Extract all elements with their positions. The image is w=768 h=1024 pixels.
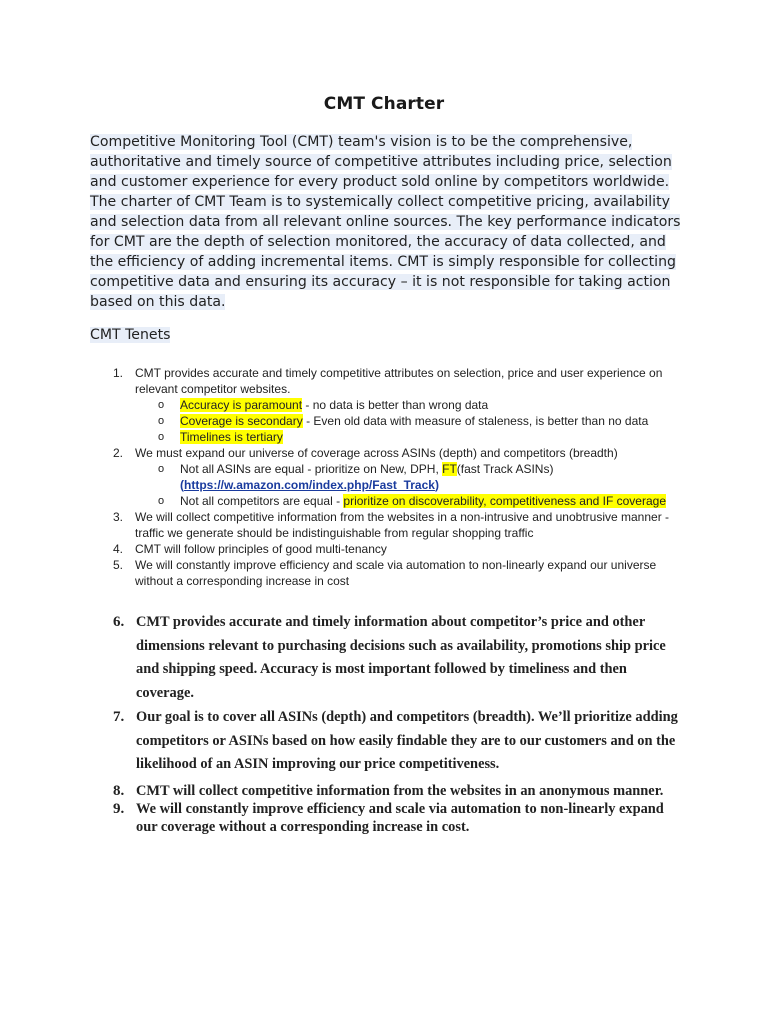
highlighted-text: Coverage is secondary — [180, 414, 303, 428]
list-item-text: CMT provides accurate and timely information about competitor’s price and other dimensions relevant to purchasing decisions such as availability, promotions ship price and shipping speed. Accuracy is most important followed by timeliness and then coverage. — [136, 614, 666, 701]
list-item — [113, 782, 683, 800]
list-item-text: CMT will collect competitive information from the websites in an anonymous manner. — [136, 782, 664, 799]
list-item-text: We will collect competitive information from the websites in a non-intrusive and unobtrusive manner - traffic we generate should be indistinguishable from regular shopping traffic — [135, 510, 670, 540]
list-item-text: We will constantly improve efficiency and scale via automation to non-linearly expand our universe without a corresponding increase in cost — [135, 558, 657, 588]
bullet-icon: o — [158, 415, 165, 427]
bullet-icon: o — [158, 495, 165, 507]
sub-list-item — [113, 429, 683, 445]
list-item — [113, 509, 683, 541]
list-item — [113, 445, 683, 461]
sub-list-item — [113, 413, 683, 429]
list-item-number: 3. — [113, 510, 124, 524]
sub-list-item — [113, 493, 683, 509]
bullet-icon: o — [158, 399, 165, 411]
bullet-icon: o — [158, 463, 165, 475]
vision-paragraph-text: Competitive Monitoring Tool (CMT) team's vision is to be the comprehensive, authoritative and timely source of competitive attributes including price, selection and customer experience for every product sold online by competitors worldwide. The charter of CMT Team is to systemically collect competitive pricing, availability and selection data from all relevant online sources. The key performance indicators for CMT are the depth of selection monitored, the accuracy of data collected, and the efficiency of adding incremental items. CMT is simply responsible for collecting competitive data and ensuring its accuracy – it is not responsible for taking action based on this data. — [90, 134, 681, 310]
list-item-text: Our goal is to cover all ASINs (depth) and competitors (breadth). We’ll prioritize adding competitors or ASINs based on how easily findable they are to our customers and on the likelihood of an ASIN improving our price competitiveness. — [136, 709, 678, 772]
tenets-heading — [90, 327, 170, 343]
highlighted-text: prioritize on discoverability, competitiveness and IF coverage — [343, 494, 666, 508]
highlighted-text: Timelines is tertiary — [180, 430, 283, 444]
link-paren: ) — [434, 478, 439, 492]
list-item — [113, 611, 683, 705]
list-item — [113, 365, 683, 397]
link-paren: ( — [180, 478, 184, 492]
fast-track-link[interactable]: https://w.amazon.com/index.php/Fast_Track — [184, 478, 435, 492]
highlighted-text: Accuracy is paramount — [180, 398, 303, 412]
list-item — [113, 557, 683, 589]
tenets-heading-text: CMT Tenets — [90, 327, 171, 343]
list-item-number: 9. — [113, 800, 125, 817]
list-item-text: CMT will follow principles of good multi-tenancy — [135, 542, 387, 556]
list-item — [113, 541, 683, 557]
document-title: CMT Charter — [323, 94, 445, 114]
list-item-number: 8. — [113, 782, 125, 799]
sub-list-item — [113, 397, 683, 413]
list-item — [113, 706, 683, 777]
vision-paragraph — [90, 132, 690, 312]
list-item — [113, 800, 683, 836]
highlighted-text: FT — [442, 462, 457, 476]
sub-item-text: Not all ASINs are equal - prioritize on New, DPH, — [180, 462, 443, 476]
sub-item-text: - Even old data with measure of staleness, is better than no data — [302, 414, 649, 428]
sub-item-text: Not all competitors are equal - — [180, 494, 344, 508]
sub-list-item — [113, 461, 683, 493]
sub-item-text: - no data is better than wrong data — [302, 398, 489, 412]
list-item-text: We must expand our universe of coverage across ASINs (depth) and competitors (breadth) — [135, 446, 618, 460]
tenets-list-large — [113, 611, 683, 836]
list-item-text: CMT provides accurate and timely competitive attributes on selection, price and user experience on relevant competitor websites. — [135, 366, 663, 396]
list-item-number: 4. — [113, 542, 124, 556]
list-item-text: We will constantly improve efficiency and scale via automation to non-linearly expand our coverage without a corresponding increase in cost. — [136, 800, 664, 835]
list-item-number: 5. — [113, 558, 124, 572]
tenets-list-small — [113, 365, 683, 589]
list-item-number: 1. — [113, 366, 124, 380]
list-item-number: 2. — [113, 446, 124, 460]
bullet-icon: o — [158, 431, 165, 443]
list-item-number: 6. — [113, 614, 125, 630]
list-item-number: 7. — [113, 709, 125, 725]
sub-item-text: (fast Track ASINs) — [456, 462, 554, 476]
